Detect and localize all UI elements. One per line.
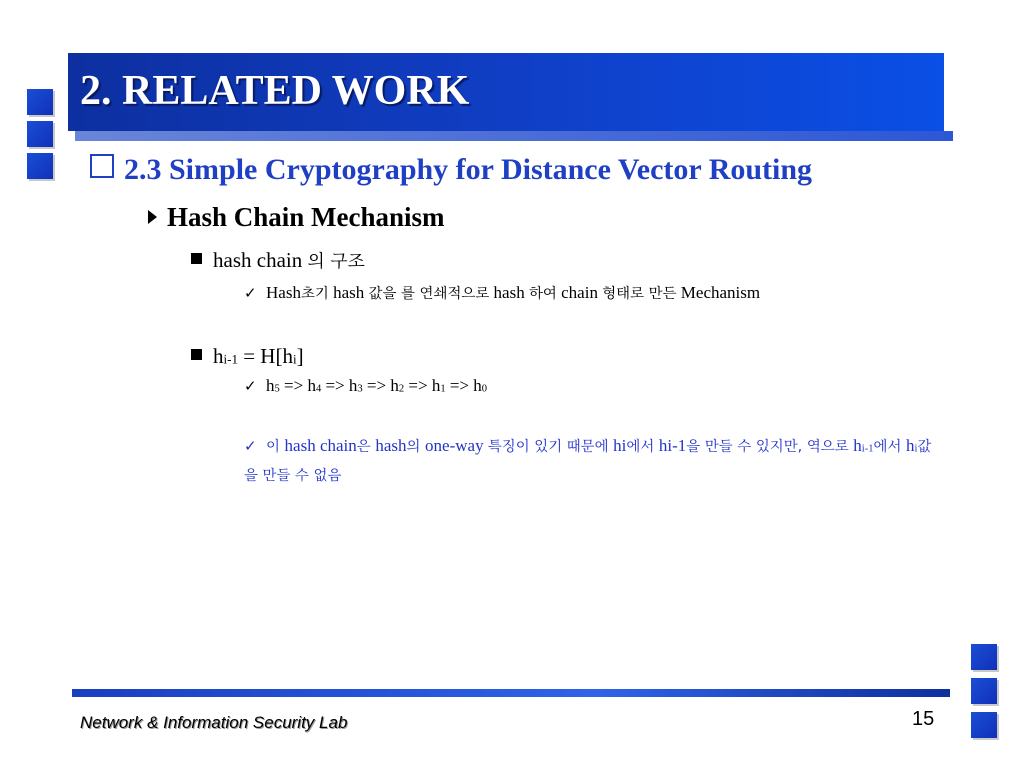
bullet-hash-formula bbox=[191, 344, 304, 369]
footer-divider bbox=[72, 689, 950, 697]
chain-arrow: => bbox=[404, 376, 432, 395]
bullet-hash-chain-structure bbox=[191, 247, 365, 273]
decor-square bbox=[27, 153, 53, 179]
text-run: 에서 bbox=[873, 439, 906, 455]
check-bullet-icon: ✓ bbox=[244, 437, 257, 455]
text-run: chain bbox=[556, 283, 603, 302]
slide-title: 2. RELATED WORK bbox=[80, 68, 470, 114]
decor-square bbox=[971, 678, 997, 704]
text-run: hash bbox=[328, 283, 369, 302]
chain-item: h bbox=[348, 376, 358, 395]
chain-item: h bbox=[266, 376, 275, 395]
text-run: 에서 bbox=[626, 439, 659, 455]
text-run: 이 bbox=[266, 439, 285, 455]
chain-item-subscript: 4 bbox=[315, 383, 322, 395]
text-run: Hash bbox=[266, 283, 301, 302]
chain-item-subscript: 1 bbox=[440, 383, 446, 395]
text-run: hi bbox=[613, 436, 627, 455]
square-bullet-icon bbox=[191, 253, 202, 264]
subscript: i-1 bbox=[861, 443, 874, 455]
text-run: 의 bbox=[406, 439, 426, 455]
chain-item-subscript: 0 bbox=[481, 383, 488, 395]
text-run: 특징이 있기 때문에 bbox=[487, 439, 614, 455]
text-run: 을 만들 수 있지만, 역으로 bbox=[686, 439, 854, 455]
text-run: ] bbox=[296, 344, 304, 368]
chain-arrow: => bbox=[445, 376, 474, 395]
square-bullet-icon bbox=[191, 349, 202, 360]
decor-square bbox=[971, 712, 997, 738]
text-run: hash bbox=[375, 436, 407, 455]
text-run: 값을 만들 수 없음 bbox=[244, 439, 932, 484]
subsection-heading bbox=[148, 202, 445, 233]
check-bullet-icon: ✓ bbox=[244, 284, 257, 302]
text-run: 형태로 만든 bbox=[602, 286, 677, 302]
bullet-text-korean: 의 구조 bbox=[307, 251, 365, 272]
chain-arrow: => bbox=[321, 376, 349, 395]
decor-square bbox=[27, 89, 53, 115]
text-run: h bbox=[213, 344, 224, 368]
text-run: h bbox=[905, 436, 915, 455]
chain-item: h bbox=[431, 376, 441, 395]
decor-square bbox=[27, 121, 53, 147]
chain-item: h bbox=[307, 376, 316, 395]
text-run: hash bbox=[489, 283, 529, 302]
note-text bbox=[244, 436, 931, 484]
chain-arrow: => bbox=[279, 376, 308, 395]
hollow-square-bullet-icon bbox=[90, 154, 114, 178]
page-number: 15 bbox=[912, 708, 935, 730]
subsection-heading-text: Hash Chain Mechanism bbox=[167, 202, 445, 232]
chain-item-subscript: 2 bbox=[398, 383, 405, 395]
text-run: h bbox=[853, 436, 862, 455]
text-run: hi-1 bbox=[658, 436, 687, 455]
subscript: i bbox=[914, 443, 918, 455]
text-run: 하여 bbox=[528, 286, 557, 302]
check-bullet-icon: ✓ bbox=[244, 377, 257, 395]
sub-bullet-one-way-note bbox=[244, 433, 944, 489]
title-underline bbox=[75, 131, 953, 141]
text-run: Mechanism bbox=[676, 283, 761, 302]
text-run: 은 bbox=[356, 439, 376, 455]
sub-bullet-chain-sequence bbox=[244, 376, 487, 396]
chain-item: h bbox=[390, 376, 399, 395]
chain-item-subscript: 5 bbox=[274, 383, 280, 395]
text-run: = H[h bbox=[237, 344, 293, 368]
subscript: i bbox=[292, 351, 297, 367]
chain-sequence bbox=[266, 376, 487, 395]
sub-bullet-description bbox=[244, 282, 760, 303]
decor-square bbox=[971, 644, 997, 670]
chain-item-subscript: 3 bbox=[357, 383, 363, 395]
section-heading-text: 2.3 Simple Cryptography for Distance Vector Routing bbox=[124, 153, 813, 186]
text-run: 값을 를 연쇄적으로 bbox=[368, 286, 490, 302]
section-heading bbox=[90, 153, 812, 187]
text-run: hash chain bbox=[284, 436, 357, 455]
title-bar bbox=[68, 53, 944, 131]
text-run: one-way bbox=[425, 436, 488, 455]
triangle-bullet-icon bbox=[148, 210, 157, 224]
bullet-text: hash chain bbox=[213, 248, 308, 272]
subscript: i-1 bbox=[223, 351, 238, 367]
footer-lab-name: Network & Information Security Lab bbox=[80, 713, 348, 732]
chain-arrow: => bbox=[362, 376, 391, 395]
chain-item: h bbox=[473, 376, 482, 395]
text-run: 초기 bbox=[300, 286, 329, 302]
